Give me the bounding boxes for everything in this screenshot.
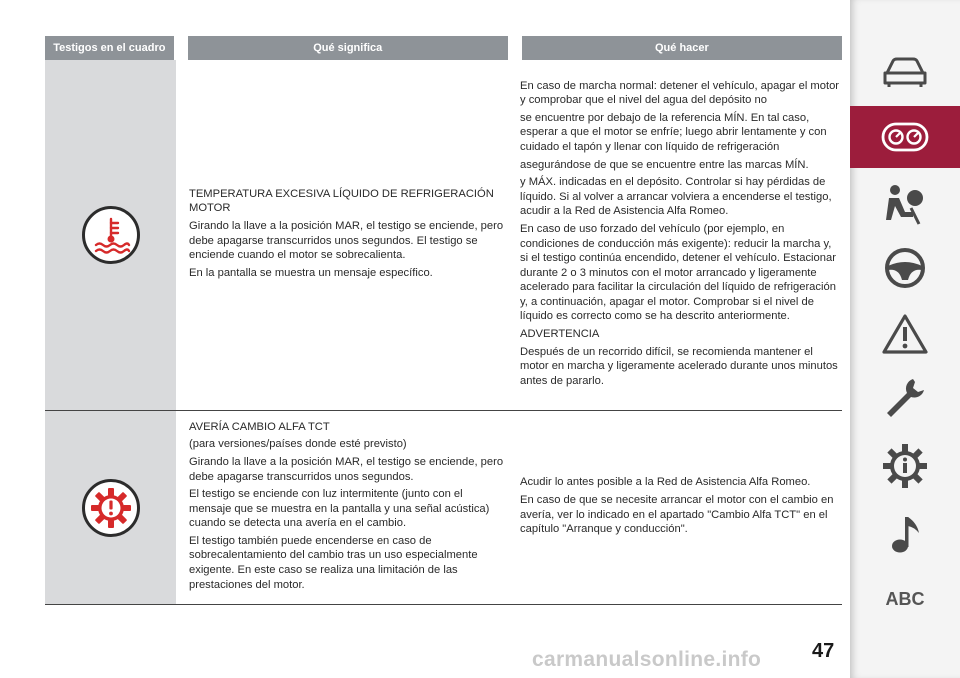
gearbox-failure-icon bbox=[82, 479, 140, 537]
header-que-significa: Qué significa bbox=[188, 36, 508, 60]
meaning-text: Girando la llave a la posición MAR, el testigo se enciende, pero debe apagarse transcurridos unos segundos. El testigo se enciende cuando el motor se sobrecalienta. bbox=[189, 219, 504, 262]
table-header bbox=[45, 36, 842, 60]
airbag-passenger-icon[interactable] bbox=[850, 176, 960, 232]
info-gear-icon[interactable] bbox=[850, 436, 960, 496]
steering-wheel-icon[interactable] bbox=[850, 240, 960, 296]
action-text: En caso de uso forzado del vehículo (por ejemplo, en condiciones de conducción más exigente): reducir la marcha y, si el testigo continúa encendido, detener el vehículo. Estacionar durante 2 o 3 minutos con el motor arrancado y ligeramente acelerado para facilitar la circulación del líquido de refrigeración y, a continuación, apagar el motor. Comprobar si el nivel de líquido es correcto como se ha descrito anteriormente. bbox=[520, 222, 836, 323]
action-text: En caso de marcha normal: detener el vehículo, apagar el motor y comprobar que el nivel del agua del depósito no bbox=[520, 79, 840, 107]
meaning-cell bbox=[176, 411, 504, 604]
action-text: asegurándose de que se encuentre entre las marcas MÍN. bbox=[520, 158, 809, 171]
index-abc[interactable]: ABC bbox=[885, 588, 925, 609]
action-text: se encuentre por debajo de la referencia MÍN. En tal caso, esperar a que el motor se enfríe; luego abrir lentamente y con cuidado el tapón y llenar con líquido de refrigeración bbox=[520, 111, 827, 153]
action-text: Acudir lo antes posible a la Red de Asistencia Alfa Romeo. bbox=[520, 476, 811, 489]
coolant-temperature-icon bbox=[82, 206, 140, 264]
meaning-text: El testigo también puede encenderse en caso de sobrecalentamiento del cambio tras un uso especialmente exigente. En este caso se realiza una limitación de las prestaciones del motor. bbox=[189, 534, 478, 591]
meaning-text: (para versiones/países donde esté previsto) bbox=[189, 438, 407, 451]
icon-cell bbox=[45, 60, 176, 410]
advertencia-label: ADVERTENCIA bbox=[520, 328, 600, 341]
dashboard-gauges-icon[interactable] bbox=[850, 106, 960, 168]
meaning-text: El testigo se enciende con luz intermitente (junto con el mensaje que se muestra en la pantalla y una señal acústica) cuando se detecta una avería en el cambio. bbox=[189, 488, 490, 530]
table-row bbox=[45, 411, 842, 605]
chapter-sidebar bbox=[850, 0, 960, 678]
action-text: y MÁX. indicadas en el depósito. Controlar si hay pérdidas de líquido. Si al volver a arrancar volviera a encenderse el testigo, acudir a la Red de Asistencia Alfa Romeo. bbox=[520, 176, 832, 218]
action-text: En caso de que se necesite arrancar el motor con el cambio en avería, ver lo indicado en el apartado "Cambio Alfa TCT" en el capítulo "Arranque y conducción". bbox=[520, 493, 834, 536]
action-cell bbox=[504, 60, 842, 410]
warning-triangle-icon[interactable] bbox=[850, 306, 960, 362]
action-text: Después de un recorrido difícil, se recomienda mantener el motor en marcha y ligeramente acelerado durante unos minutos antes de pararlo. bbox=[520, 345, 838, 387]
header-testigos: Testigos en el cuadro bbox=[45, 36, 174, 60]
meaning-text: Girando la llave a la posición MAR, el testigo se enciende, pero debe apagarse transcurridos unos segundos. bbox=[189, 455, 504, 483]
watermark: carmanualsonline.info bbox=[532, 648, 762, 671]
page-number: 47 bbox=[812, 640, 835, 662]
action-cell bbox=[504, 411, 842, 604]
table-row bbox=[45, 60, 842, 411]
icon-cell bbox=[45, 411, 176, 604]
warning-title: TEMPERATURA EXCESIVA LÍQUIDO DE REFRIGERACIÓN MOTOR bbox=[189, 187, 494, 215]
meaning-cell bbox=[176, 60, 504, 410]
warning-lights-table bbox=[45, 36, 842, 605]
header-que-hacer: Qué hacer bbox=[522, 36, 842, 60]
meaning-text: En la pantalla se muestra un mensaje específico. bbox=[189, 266, 433, 279]
wrench-icon[interactable] bbox=[850, 368, 960, 428]
music-note-icon[interactable] bbox=[850, 506, 960, 562]
car-icon[interactable] bbox=[850, 44, 960, 100]
warning-title: AVERÍA CAMBIO ALFA TCT bbox=[189, 420, 330, 433]
